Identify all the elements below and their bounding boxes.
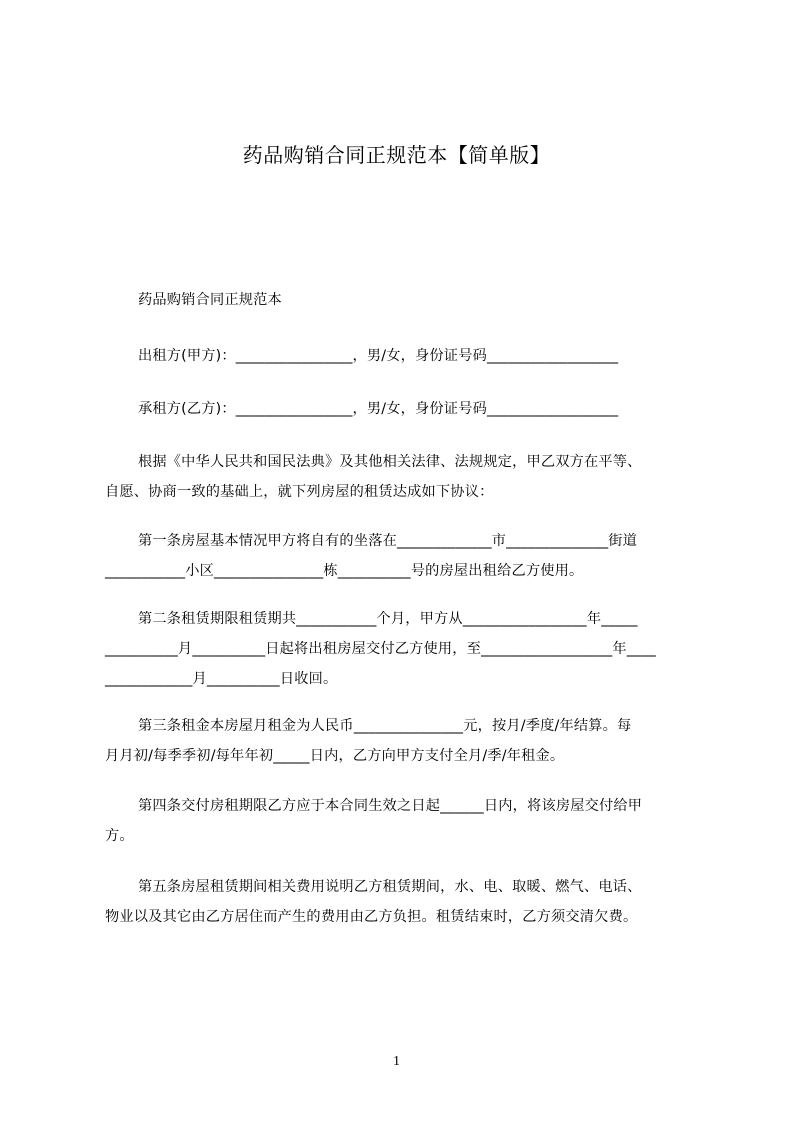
paragraph-line: ____________月__________日收回。 xyxy=(105,671,338,687)
paragraph-line: 方。 xyxy=(105,828,134,844)
article-3 xyxy=(105,711,701,771)
paragraph-line: 第二条租赁期限租赁期共___________个月，甲方从_________________年_____ xyxy=(138,611,638,627)
paragraph-line: 第三条租金本房屋月租金为人民币_______________元，按月/季度/年结算。每 xyxy=(138,718,632,734)
paragraph-line: 月月初/每季季初/每年年初_____日内，乙方向甲方支付全月/季/年租金。 xyxy=(105,748,565,764)
article-2 xyxy=(105,604,701,694)
paragraph-line: __________月__________日起将出租房屋交付乙方使用，至__________________年____ xyxy=(105,641,656,657)
paragraph-line: 物业以及其它由乙方居住而产生的费用由乙方负担。租赁结束时，乙方须交清欠费。 xyxy=(105,909,638,925)
paragraph-line: 承租方(乙方)：________________，男/女，身份证号码__________________ xyxy=(138,401,619,417)
document-title: 药品购销合同正规范本【简单版】 xyxy=(242,143,551,167)
paragraph-line: 自愿、协商一致的基础上，就下列房屋的租赁达成如下协议： xyxy=(105,484,494,500)
paragraph-lessor xyxy=(105,341,701,371)
paragraph-line: 药品购销合同正规范本 xyxy=(138,292,282,308)
article-5 xyxy=(105,872,701,932)
paragraph-line: 根据《中华人民共和国民法典》及其他相关法律、法规规定，甲乙双方在平等、 xyxy=(138,454,642,470)
paragraph-lessee xyxy=(105,394,701,424)
paragraph-line: 第五条房屋租赁期间相关费用说明乙方租赁期间，水、电、取暖、燃气、电话、 xyxy=(138,879,642,895)
paragraph-line: ___________小区_______________栋__________号的房屋出租给乙方使用。 xyxy=(105,563,584,579)
paragraph-line: 第四条交付房租期限乙方应于本合同生效之日起______日内，将该房屋交付给甲 xyxy=(138,798,643,814)
article-4 xyxy=(105,791,701,851)
paragraph-line: 第一条房屋基本情况甲方将自有的坐落在_____________市______________街道 xyxy=(138,533,638,549)
paragraph-line: 出租方(甲方)：________________，男/女，身份证号码__________________ xyxy=(138,348,619,364)
paragraph-preamble xyxy=(105,447,701,507)
page-number: 1 xyxy=(393,1054,400,1069)
paragraph-heading xyxy=(105,285,701,315)
article-1 xyxy=(105,526,701,586)
